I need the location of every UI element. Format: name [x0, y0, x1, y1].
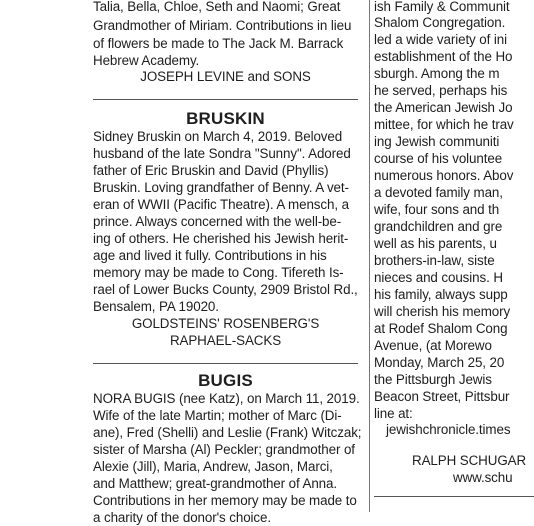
right-line-15: well as his parents, u: [374, 236, 497, 251]
top-block-line-4: Hebrew Academy.: [93, 53, 200, 68]
right-line-3: led a wide variety of ini: [374, 32, 507, 47]
right-line-6: he served, perhaps his: [374, 83, 508, 98]
right-line-16: brothers-in-law, siste: [374, 253, 495, 268]
bugis-line-4: sister of Marsha (Al) Peckler; grandmother of: [93, 442, 355, 457]
funeral-home-levine: JOSEPH LEVINE and SONS: [140, 69, 311, 84]
funeral-home-schugar: RALPH SCHUGAR: [412, 453, 527, 468]
funeral-home-goldsteins: GOLDSTEINS' ROSENBERG'S: [131, 316, 320, 331]
bruskin-line-10: rael of Lower Bucks County, 2909 Bristol Rd.,: [93, 282, 358, 297]
bruskin-line-4: Bruskin. Loving grandfather of Benny. A vet-: [93, 180, 349, 195]
top-block-line-3: of flowers be made to The Jack M. Barrack: [93, 36, 344, 51]
right-line-5: sburgh. Among the m: [374, 66, 500, 81]
right-line-4: establishment of the Ho: [374, 49, 513, 64]
right-line-12: a devoted family man,: [374, 185, 503, 200]
right-line-23: the Pittsburgh Jewis: [374, 372, 492, 387]
bugis-line-1: NORA BUGIS (nee Katz), on March 11, 2019.: [93, 391, 360, 406]
funeral-home-raphael: RAPHAEL-SACKS: [169, 333, 282, 348]
obituary-heading-bugis: BUGIS: [198, 371, 253, 390]
section-divider: [374, 496, 534, 497]
section-divider: [93, 99, 358, 100]
bugis-line-5: Alexie (Jill), Maria, Andrew, Jason, Marci,: [93, 459, 333, 474]
bruskin-line-5: eran of WWII (Pacific Theatre). A mensch, a: [93, 197, 349, 212]
bruskin-line-2: husband of the late Sondra "Sunny". Adored: [93, 146, 351, 161]
bugis-line-2: Wife of the late Martin; mother of Marc (Di-: [93, 408, 342, 423]
right-line-13: wife, four sons and th: [374, 202, 500, 217]
top-block-line-1: Talia, Bella, Chloe, Seth and Naomi; Great: [93, 0, 341, 14]
bugis-line-3: ane), Fred (Shelli) and Leslie (Frank) Witczak;: [93, 425, 362, 440]
right-line-11: numerous honors. Abov: [374, 168, 514, 183]
top-block-line-2: Grandmother of Miriam. Contributions in lieu: [93, 18, 352, 33]
right-line-25: line at:: [374, 406, 413, 421]
right-line-19: will cherish his memory: [374, 304, 511, 319]
bruskin-line-6: prince. Always concerned with the well-be-: [93, 214, 342, 229]
right-line-14: grandchildren and gre: [374, 219, 503, 234]
bruskin-line-9: memory may be made to Cong. Tifereth Is-: [93, 265, 344, 280]
bugis-line-7: Contributions in her memory may be made to: [93, 493, 357, 508]
online-link[interactable]: jewishchronicle.times: [386, 422, 511, 437]
bruskin-line-8: age and lived it fully. Contributions in his: [93, 248, 327, 263]
right-line-9: ing Jewish communiti: [374, 134, 500, 149]
right-line-17: nieces and cousins. H: [374, 270, 503, 285]
bruskin-line-11: Bensalem, PA 19020.: [93, 299, 219, 314]
funeral-home-website[interactable]: www.schu: [453, 470, 513, 485]
bruskin-line-7: ing of others. He cherished his Jewish herit-: [93, 231, 349, 246]
right-line-24: Beacon Street, Pittsbur: [374, 389, 510, 404]
right-line-7: the American Jewish Jo: [374, 100, 513, 115]
right-line-2: Shalom Congregation.: [374, 15, 506, 30]
bruskin-line-1: Sidney Bruskin on March 4, 2019. Beloved: [93, 129, 343, 144]
right-line-8: mittee, for which he trav: [374, 117, 514, 132]
right-column: [374, 0, 534, 512]
right-line-18: his family, always supp: [374, 287, 508, 302]
bugis-line-6: and Matthew; great-grandmother of Anna.: [93, 476, 337, 491]
bugis-line-8: a charity of the donor's choice.: [93, 510, 271, 525]
right-line-22: Monday, March 25, 20: [374, 355, 505, 370]
right-line-1: ish Family & Communit: [374, 0, 510, 14]
section-divider: [93, 363, 358, 364]
right-line-20: at Rodef Shalom Cong: [374, 321, 508, 336]
right-line-21: Avenue, (at Morewo: [374, 338, 492, 353]
column-rule: [369, 0, 370, 512]
bruskin-line-3: father of Eric Bruskin and David (Phyllis): [93, 163, 329, 178]
obituary-heading-bruskin: BRUSKIN: [186, 109, 265, 128]
right-line-10: course of his voluntee: [374, 151, 503, 166]
